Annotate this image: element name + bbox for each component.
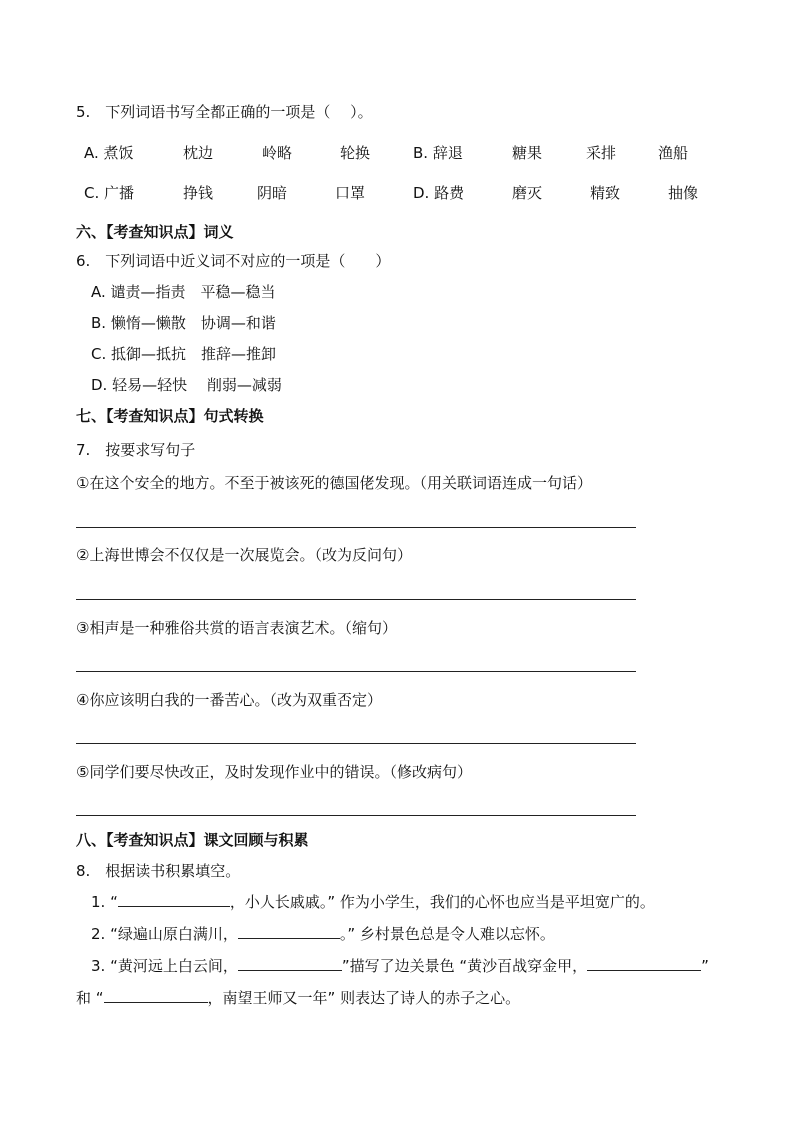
q8-text: 。” 乡村景色总是令人难以忘怀。 [339,925,555,943]
section-8-title: 八、【考查知识点】课文回顾与积累 [76,831,309,849]
q8-line-3 [91,956,709,976]
q6-option-c: C. 抵御—抵抗 推辞—推卸 [91,345,277,363]
q5-word: 阴暗 [257,184,288,202]
fill-blank[interactable] [587,956,701,971]
q8-text: 1. “ [91,893,118,911]
q8-line-4 [76,988,520,1008]
q6-option-b: B. 懒惰—懒散 协调—和谐 [91,314,276,332]
q5-word: 磨灭 [512,184,543,202]
q5-word: 采排 [586,144,617,162]
q7-item-4: ④你应该明白我的一番苦心。（改为双重否定） [76,691,382,709]
q5-word: 糖果 [512,144,543,162]
section-6-title: 六、【考查知识点】词义 [76,223,234,241]
fill-blank[interactable] [104,988,208,1003]
q8-text: 3. “黄河远上白云间， [91,957,238,975]
q8-text: ，小人长戚戚。” 作为小学生，我们的心怀也应当是平坦宽广的。 [229,893,655,911]
fill-blank[interactable] [118,892,230,907]
q8-text: 2. “绿遍山原白满川， [91,925,238,943]
q5-word: 口罩 [335,184,366,202]
q5-option-b: B. 辞退 [413,144,463,162]
q8-text: ” [701,957,709,975]
fill-blank[interactable] [238,924,340,939]
q5-word: 精致 [590,184,621,202]
q5-word: 轮换 [340,144,371,162]
q8-line-2 [91,924,555,944]
answer-line[interactable] [76,671,636,672]
q5-option-a: A. 煮饭 [84,144,134,162]
q8-stem: 8. 根据读书积累填空。 [76,862,241,880]
q5-word: 抽像 [668,184,699,202]
answer-line[interactable] [76,599,636,600]
q7-stem: 7. 按要求写句子 [76,441,196,459]
answer-line[interactable] [76,527,636,528]
section-7-title: 七、【考查知识点】句式转换 [76,407,264,425]
q5-stem: 5. 下列词语书写全都正确的一项是（ ）。 [76,103,373,121]
q5-word: 岭略 [262,144,293,162]
q7-item-5: ⑤同学们要尽快改正，及时发现作业中的错误。（修改病句） [76,763,472,781]
fill-blank[interactable] [238,956,342,971]
q5-word: 渔船 [658,144,689,162]
q8-text: ”描写了边关景色 “黄沙百战穿金甲， [341,957,588,975]
q5-option-d: D. 路费 [413,184,465,202]
answer-line[interactable] [76,815,636,816]
q8-text: ，南望王师又一年” 则表达了诗人的赤子之心。 [207,989,521,1007]
q6-option-a: A. 谴责—指责 平稳—稳当 [91,283,276,301]
answer-line[interactable] [76,743,636,744]
q8-text: 和 “ [76,989,104,1007]
q5-word: 枕边 [183,144,214,162]
q5-word: 挣钱 [183,184,214,202]
q7-item-2: ②上海世博会不仅仅是一次展览会。（改为反问句） [76,546,412,564]
q6-stem: 6. 下列词语中近义词不对应的一项是（ ） [76,252,391,270]
q7-item-1: ①在这个安全的地方。不至于被该死的德国佬发现。（用关联词语连成一句话） [76,474,592,492]
q5-option-c: C. 广播 [84,184,135,202]
q6-option-d: D. 轻易—轻快 削弱—减弱 [91,376,282,394]
q7-item-3: ③相声是一种雅俗共赏的语言表演艺术。（缩句） [76,619,397,637]
q8-line-1 [91,892,655,912]
